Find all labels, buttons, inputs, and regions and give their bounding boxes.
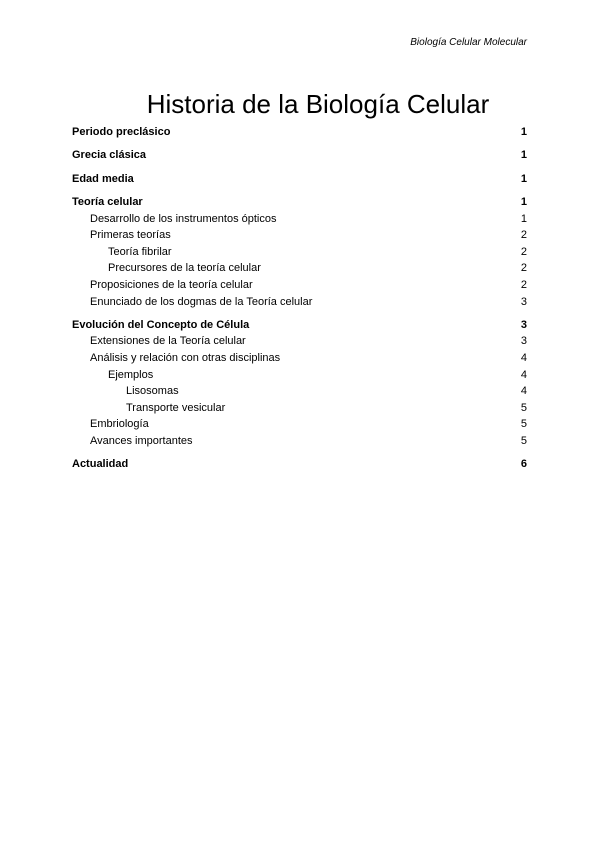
toc-entry-page: 4 <box>520 351 527 364</box>
toc-entry[interactable] <box>72 260 527 277</box>
toc-entry-page: 1 <box>520 149 527 162</box>
toc-entry-page: 3 <box>520 318 527 331</box>
toc-entry[interactable] <box>72 227 527 244</box>
toc-entry[interactable] <box>72 416 527 433</box>
toc-entry[interactable] <box>72 400 527 417</box>
toc-entry-page: 5 <box>520 418 527 431</box>
toc-entry[interactable] <box>72 294 527 311</box>
toc-entry-label: Grecia clásica <box>72 149 147 162</box>
toc-entry[interactable] <box>72 277 527 294</box>
toc-entry-label: Desarrollo de los instrumentos ópticos <box>90 212 277 225</box>
toc-entry-page: 2 <box>520 245 527 258</box>
toc-entry-page: 5 <box>520 434 527 447</box>
toc-entry-label: Primeras teorías <box>90 229 171 242</box>
toc-entry-label: Evolución del Concepto de Célula <box>72 318 250 331</box>
toc-entry[interactable] <box>72 171 527 188</box>
running-header: Biología Celular Molecular <box>410 37 527 48</box>
toc-entry[interactable] <box>72 367 527 384</box>
toc-entry-label: Extensiones de la Teoría celular <box>90 335 246 348</box>
toc-entry-page: 2 <box>520 229 527 242</box>
toc-entry-page: 3 <box>520 335 527 348</box>
toc-entry-page: 4 <box>520 368 527 381</box>
toc-entry[interactable] <box>72 433 527 450</box>
toc-entry-label: Precursores de la teoría celular <box>108 262 261 275</box>
toc-entry-label: Enunciado de los dogmas de la Teoría celular <box>90 295 313 308</box>
toc-entry[interactable] <box>72 124 527 141</box>
toc-entry-label: Embriología <box>90 418 149 431</box>
toc-entry[interactable] <box>72 456 527 473</box>
toc-entry-page: 5 <box>520 401 527 414</box>
toc-entry-label: Teoría celular <box>72 195 143 208</box>
toc-entry-page: 3 <box>520 295 527 308</box>
toc-entry-page: 1 <box>520 126 527 138</box>
toc-entry-label: Lisosomas <box>126 385 179 398</box>
toc-entry-label: Actualidad <box>72 458 129 471</box>
toc-entry[interactable] <box>72 194 527 211</box>
table-of-contents <box>72 124 527 473</box>
toc-entry-label: Edad media <box>72 172 134 185</box>
toc-entry-label: Transporte vesicular <box>126 401 226 414</box>
toc-entry-page: 1 <box>520 172 527 185</box>
toc-entry-page: 4 <box>520 385 527 398</box>
toc-entry[interactable] <box>72 383 527 400</box>
document-title: Historia de la Biología Celular <box>146 89 490 120</box>
toc-entry-page: 2 <box>520 262 527 275</box>
toc-entry-page: 1 <box>520 195 527 208</box>
toc-entry-label: Proposiciones de la teoría celular <box>90 278 253 291</box>
toc-entry-page: 6 <box>520 458 527 471</box>
toc-entry-page: 2 <box>520 278 527 291</box>
toc-entry[interactable] <box>72 211 527 228</box>
toc-entry-label: Análisis y relación con otras disciplinas <box>90 351 281 364</box>
toc-entry-label: Periodo preclásico <box>72 126 171 138</box>
toc-entry-label: Ejemplos <box>108 368 154 381</box>
toc-entry-page: 1 <box>520 212 527 225</box>
toc-entry-label: Avances importantes <box>90 434 193 447</box>
toc-entry[interactable] <box>72 147 527 164</box>
toc-entry[interactable] <box>72 333 527 350</box>
toc-entry[interactable] <box>72 317 527 334</box>
toc-entry-label: Teoría fibrilar <box>108 245 172 258</box>
toc-entry[interactable] <box>72 244 527 261</box>
toc-entry[interactable] <box>72 350 527 367</box>
